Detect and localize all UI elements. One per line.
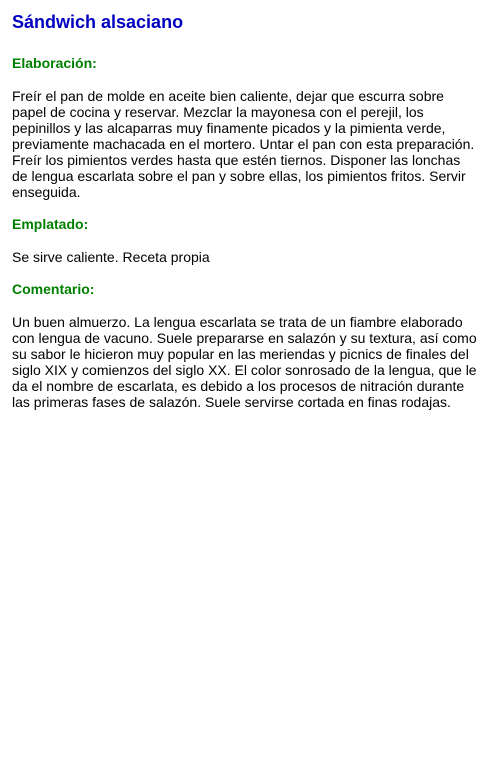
- section-body-elaboracion: Freír el pan de molde en aceite bien caliente, dejar que escurra sobre papel de cocina y reservar. Mezclar la mayonesa con el perejil, los pepinillos y las alcaparras muy finamente picados y la pimienta verde, previamente machacada en el mortero. Untar el pan con esta preparación. Freír los pimientos verdes hasta que estén tiernos. Disponer las lonchas de lengua escarlata sobre el pan y sobre ellas, los pimientos fritos. Servir enseguida.: [12, 88, 475, 200]
- section-body-comentario: Un buen almuerzo. La lengua escarlata se trata de un fiambre elaborado con lengua de vacuno. Suele prepararse en salazón y su textura, así como su sabor le hicieron muy popular en las meriendas y picnics de finales del siglo XIX y comienzos del siglo XX. El color sonrosado de la lengua, que le da el nombre de escarlata, es debido a los procesos de nitración durante las primeras fases de salazón. Suele servirse cortada en finas rodajas.: [12, 314, 477, 410]
- section-emplatado: [12, 216, 477, 265]
- section-heading-emplatado: Emplatado:: [12, 216, 89, 232]
- section-heading-comentario: Comentario:: [12, 281, 95, 297]
- section-elaboracion: [12, 55, 477, 200]
- section-heading-elaboracion: Elaboración:: [12, 55, 97, 71]
- section-comentario: [12, 281, 477, 410]
- recipe-title: Sándwich alsaciano: [12, 12, 184, 32]
- section-body-emplatado: Se sirve caliente. Receta propia: [12, 249, 210, 265]
